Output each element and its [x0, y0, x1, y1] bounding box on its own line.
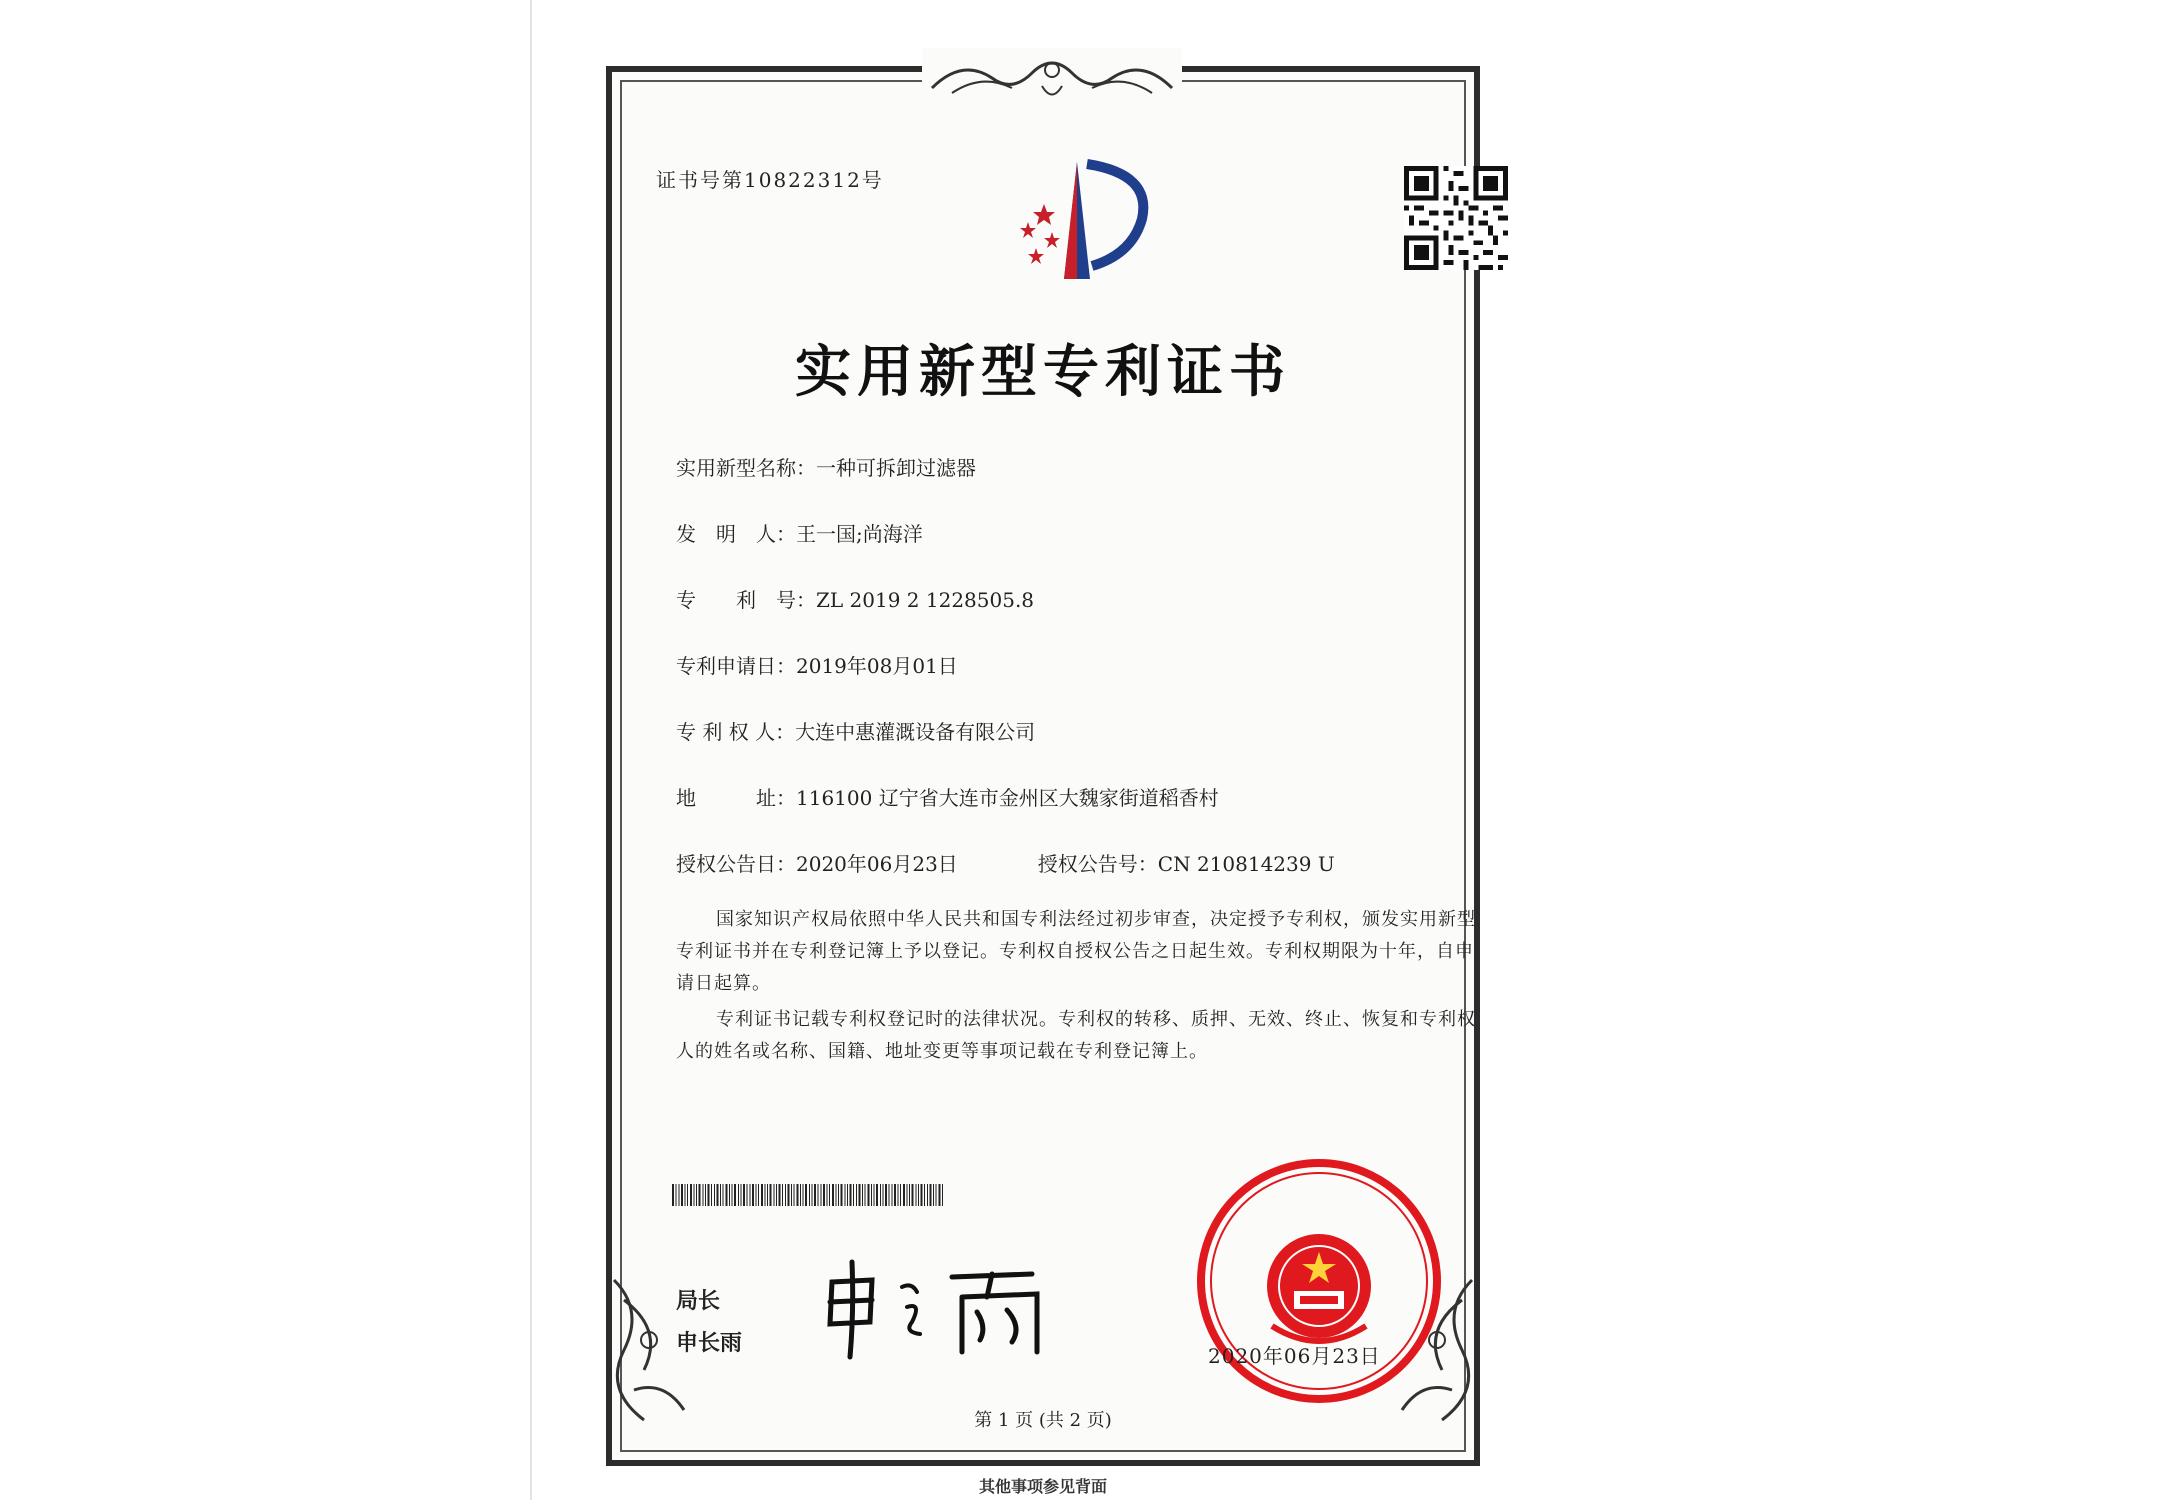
- barcode-bar: [939, 1184, 941, 1206]
- barcode-bar: [871, 1184, 872, 1206]
- barcode-bar: [785, 1184, 786, 1206]
- field-application-date: [676, 650, 958, 679]
- barcode-bar: [865, 1184, 866, 1206]
- barcode-bar: [708, 1184, 710, 1206]
- scan-edge-line: [530, 0, 532, 1500]
- barcode-bar: [894, 1184, 896, 1206]
- statement-paragraph-1: 国家知识产权局依照中华人民共和国专利法经过初步审查，决定授予专利权，颁发实用新型专利证书并在专利登记簿上予以登记。专利权自授权公告之日起生效。专利权期限为十年，自申请日起算。: [676, 909, 1476, 994]
- barcode-bar: [694, 1184, 695, 1206]
- barcode-bar: [703, 1184, 704, 1206]
- field-value: 一种可拆卸过滤器: [816, 456, 976, 480]
- barcode-bar: [809, 1184, 810, 1206]
- barcode-bar: [856, 1184, 857, 1206]
- field-value: ZL 2019 2 1228505.8: [816, 588, 1035, 612]
- barcode-bar: [832, 1184, 834, 1206]
- grant-date-value: 2020年06月23日: [796, 852, 958, 876]
- barcode-bar: [868, 1184, 870, 1206]
- barcode-bar: [805, 1184, 807, 1206]
- barcode-bar: [756, 1184, 757, 1206]
- qr-code: [1404, 166, 1508, 270]
- barcode-bar: [687, 1184, 688, 1206]
- field-label: 地 址：: [676, 786, 796, 810]
- barcode-bar: [924, 1184, 925, 1206]
- field-patent-number: [676, 584, 1034, 613]
- barcode-bar: [916, 1184, 917, 1206]
- barcode-bar: [933, 1184, 934, 1206]
- barcode-bar: [880, 1184, 881, 1206]
- field-value: 116100 辽宁省大连市金州区大魏家街道稻香村: [796, 786, 1219, 810]
- grant-date-label: 授权公告日：: [676, 852, 796, 876]
- barcode-bar: [690, 1184, 692, 1206]
- top-ornament: [922, 48, 1182, 108]
- barcode-bar: [862, 1184, 863, 1206]
- barcode-bar: [732, 1184, 733, 1206]
- barcode-bar: [676, 1184, 677, 1206]
- barcode-bar: [770, 1184, 772, 1206]
- barcode-bar: [711, 1184, 712, 1206]
- barcode-bar: [930, 1184, 932, 1206]
- director-signature: [812, 1252, 1072, 1362]
- barcode-bar: [696, 1184, 697, 1206]
- barcode-bar: [788, 1184, 790, 1206]
- barcode-bar: [841, 1184, 843, 1206]
- barcode-bar: [761, 1184, 763, 1206]
- barcode-bar: [743, 1184, 745, 1206]
- barcode-bar: [734, 1184, 736, 1206]
- barcode-bar: [900, 1184, 901, 1206]
- barcode-bar: [765, 1184, 766, 1206]
- barcode: [672, 1184, 944, 1206]
- cnipa-logo: [992, 154, 1157, 284]
- barcode-bar: [800, 1184, 801, 1206]
- field-value: 王一国;尚海洋: [796, 522, 923, 546]
- barcode-bar: [776, 1184, 777, 1206]
- barcode-bar: [827, 1184, 828, 1206]
- certificate-title: 实用新型专利证书: [795, 339, 1291, 405]
- barcode-bar: [859, 1184, 861, 1206]
- barcode-bar: [672, 1184, 674, 1206]
- barcode-bar: [738, 1184, 739, 1206]
- field-patentee: [676, 716, 1035, 745]
- barcode-bar: [714, 1184, 715, 1206]
- barcode-bar: [774, 1184, 775, 1206]
- barcode-bar: [823, 1184, 825, 1206]
- barcode-bar: [942, 1184, 943, 1206]
- footer-note: 其他事项参见背面: [978, 1477, 1107, 1496]
- barcode-bar: [750, 1184, 751, 1206]
- barcode-bar: [679, 1184, 680, 1206]
- barcode-bar: [876, 1184, 878, 1206]
- barcode-bar: [729, 1184, 730, 1206]
- barcode-bar: [726, 1184, 728, 1206]
- patent-certificate: [606, 66, 1480, 1466]
- grant-number-value: CN 210814239 U: [1157, 852, 1335, 876]
- grant-number-label: 授权公告号：: [1037, 852, 1158, 876]
- barcode-bar: [874, 1184, 875, 1206]
- field-label: 专 利 权 人：: [676, 720, 796, 744]
- barcode-bar: [883, 1184, 884, 1206]
- barcode-bar: [850, 1184, 852, 1206]
- barcode-bar: [741, 1184, 742, 1206]
- barcode-bar: [829, 1184, 830, 1206]
- barcode-bar: [821, 1184, 822, 1206]
- barcode-bar: [699, 1184, 701, 1206]
- field-label: 专 利 号：: [676, 588, 816, 612]
- field-address: [676, 782, 1219, 811]
- barcode-bar: [903, 1184, 905, 1206]
- barcode-bar: [705, 1184, 706, 1206]
- field-utility-model-name: [676, 452, 976, 481]
- seal-date: 2020年06月23日: [1208, 1344, 1381, 1368]
- barcode-bar: [845, 1184, 846, 1206]
- field-value: 2019年08月01日: [796, 654, 958, 678]
- barcode-bar: [681, 1184, 683, 1206]
- barcode-bar: [918, 1184, 919, 1206]
- director-name: 申长雨: [676, 1331, 743, 1356]
- barcode-bar: [758, 1184, 759, 1206]
- barcode-bar: [921, 1184, 923, 1206]
- field-label: 专利申请日：: [676, 654, 796, 678]
- barcode-bar: [797, 1184, 799, 1206]
- barcode-bar: [791, 1184, 792, 1206]
- barcode-bar: [752, 1184, 754, 1206]
- barcode-bar: [889, 1184, 890, 1206]
- barcode-bar: [720, 1184, 721, 1206]
- barcode-bar: [892, 1184, 893, 1206]
- barcode-bar: [794, 1184, 795, 1206]
- field-inventor: [676, 518, 923, 547]
- field-value: 大连中惠灌溉设备有限公司: [795, 720, 1036, 744]
- barcode-bar: [838, 1184, 839, 1206]
- barcode-bar: [782, 1184, 783, 1206]
- barcode-bar: [818, 1184, 819, 1206]
- field-grant-info: [676, 848, 1335, 877]
- barcode-bar: [927, 1184, 928, 1206]
- barcode-bar: [814, 1184, 816, 1206]
- barcode-bar: [717, 1184, 719, 1206]
- barcode-bar: [747, 1184, 748, 1206]
- barcode-bar: [936, 1184, 937, 1206]
- barcode-bar: [836, 1184, 837, 1206]
- barcode-bar: [885, 1184, 887, 1206]
- barcode-bar: [907, 1184, 908, 1206]
- certificate-number: 证书号第10822312号: [656, 168, 884, 192]
- barcode-bar: [812, 1184, 813, 1206]
- statement-paragraph-2: 专利证书记载专利权登记时的法律状况。专利权的转移、质押、无效、终止、恢复和专利权人的姓名或名称、国籍、地址变更等事项记载在专利登记簿上。: [676, 1009, 1476, 1062]
- field-label: 实用新型名称：: [676, 456, 816, 480]
- barcode-bar: [723, 1184, 724, 1206]
- page-indicator: 第 1 页 (共 2 页): [974, 1410, 1112, 1431]
- barcode-bar: [898, 1184, 899, 1206]
- field-label: 发 明 人：: [676, 522, 796, 546]
- barcode-bar: [685, 1184, 686, 1206]
- barcode-bar: [803, 1184, 804, 1206]
- barcode-bar: [847, 1184, 848, 1206]
- barcode-bar: [779, 1184, 781, 1206]
- barcode-bar: [909, 1184, 910, 1206]
- barcode-bar: [912, 1184, 914, 1206]
- director-title: 局长: [676, 1289, 721, 1314]
- barcode-bar: [767, 1184, 768, 1206]
- barcode-bar: [853, 1184, 854, 1206]
